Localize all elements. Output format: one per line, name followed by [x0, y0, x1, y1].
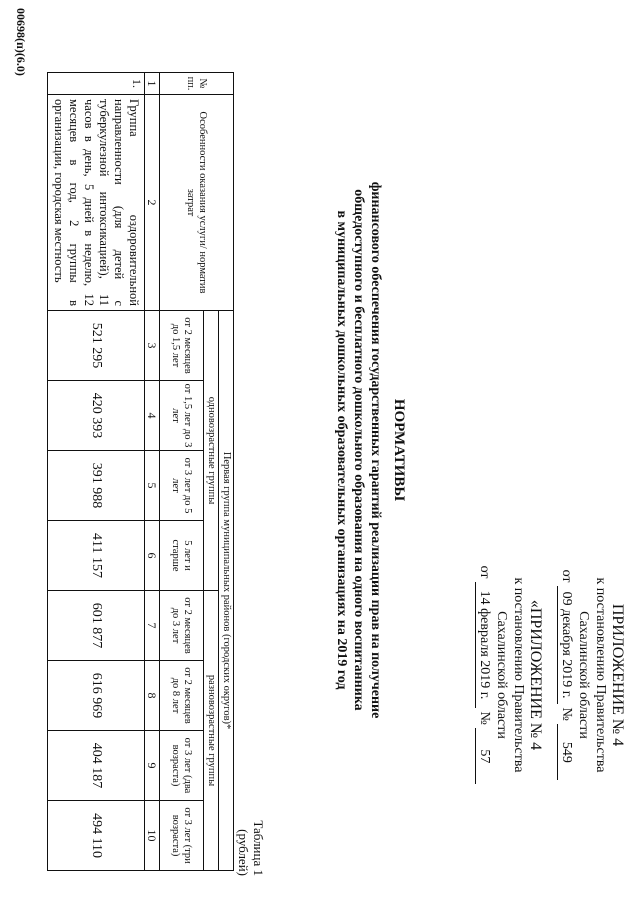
row-value: 616 969	[48, 661, 145, 731]
col-number: 2	[145, 95, 160, 311]
decree-date: 14 февраля 2019 г.	[475, 582, 493, 708]
appendix-current-title: ПРИЛОЖЕНИЕ № 4	[609, 603, 626, 747]
header-feature: Особенности оказания услуги/ норматив затрат	[160, 95, 234, 311]
decree-number: 57	[475, 728, 493, 784]
document-title	[333, 60, 408, 840]
row-value: 494 110	[48, 801, 145, 871]
row-number: 1.	[48, 73, 145, 95]
col-header: от 2 месяцев до 8 лет	[160, 661, 204, 731]
col-header: от 2 месяцев до 1,5 лет	[160, 311, 204, 381]
number-sign: №	[477, 711, 492, 725]
col-number: 3	[145, 311, 160, 381]
row-value: 391 988	[48, 451, 145, 521]
col-header: 5 лет и старше	[160, 521, 204, 591]
col-number: 10	[145, 801, 160, 871]
from-prefix: от	[477, 565, 492, 579]
header-group: Первая группа муниципальных районов (городских округов)*	[219, 311, 234, 871]
from-prefix: от	[559, 569, 574, 583]
table-unit: (рублей)	[236, 829, 251, 876]
footer-code: 00698(п)(6.0)	[14, 8, 28, 76]
document-title-line2: общедоступного и бесплатного дошкольного образования на одного воспитанника	[351, 189, 366, 711]
appendix-previous	[475, 465, 544, 885]
appendix-previous-date-line	[475, 465, 493, 885]
col-number: 5	[145, 451, 160, 521]
col-number: 9	[145, 731, 160, 801]
row-value: 411 157	[48, 521, 145, 591]
number-sign: №	[559, 707, 574, 721]
appendix-current-line1: к постановлению Правительства	[593, 577, 608, 773]
header-same-age: одновозрастные группы	[204, 311, 219, 591]
row-value: 601 877	[48, 591, 145, 661]
col-header: от 3 лет (три возраста)	[160, 801, 204, 871]
row-value: 420 393	[48, 381, 145, 451]
col-header: от 3 лет до 5 лет	[160, 451, 204, 521]
table-row	[48, 73, 145, 871]
col-number: 6	[145, 521, 160, 591]
row-description: Группа оздоровительной направленности (для детей с туберкулезной интоксикацией), 11 часов в день, 5 дней в неделю, 12 месяцев в год, 2 группы в организации, городская местность	[48, 95, 145, 311]
document-heading: НОРМАТИВЫ	[391, 398, 407, 502]
norms-table	[47, 72, 234, 871]
header-mixed-age: разновозрастные группы	[204, 591, 219, 871]
col-number: 7	[145, 591, 160, 661]
col-header: от 3 лет (два возраста)	[160, 731, 204, 801]
table-label	[236, 790, 266, 876]
appendix-current-line2: Сахалинской области	[576, 611, 591, 739]
col-header: от 2 месяцев до 3 лет	[160, 591, 204, 661]
row-value: 404 187	[48, 731, 145, 801]
decree-number: 549	[557, 724, 575, 780]
col-number: 8	[145, 661, 160, 731]
decree-date: 09 декабря 2019 г.	[557, 586, 575, 704]
table-name: Таблица 1	[251, 820, 266, 876]
col-number: 4	[145, 381, 160, 451]
header-number: № пп.	[160, 73, 234, 95]
col-header: от 1,5 лет до 3 лет	[160, 381, 204, 451]
appendix-current-date-line	[557, 465, 575, 885]
col-number: 1	[145, 73, 160, 95]
document-title-line1: финансового обеспечения государственных гарантий реализации прав на получение	[368, 181, 383, 719]
appendix-previous-title: «ПРИЛОЖЕНИЕ № 4	[527, 599, 544, 751]
row-value: 521 295	[48, 311, 145, 381]
appendix-previous-line1: к постановлению Правительства	[511, 577, 526, 773]
appendix-previous-line2: Сахалинской области	[494, 611, 509, 739]
document-title-line3: в муниципальных дошкольных образовательных организациях на 2019 год	[334, 210, 349, 690]
appendix-current	[557, 465, 626, 885]
